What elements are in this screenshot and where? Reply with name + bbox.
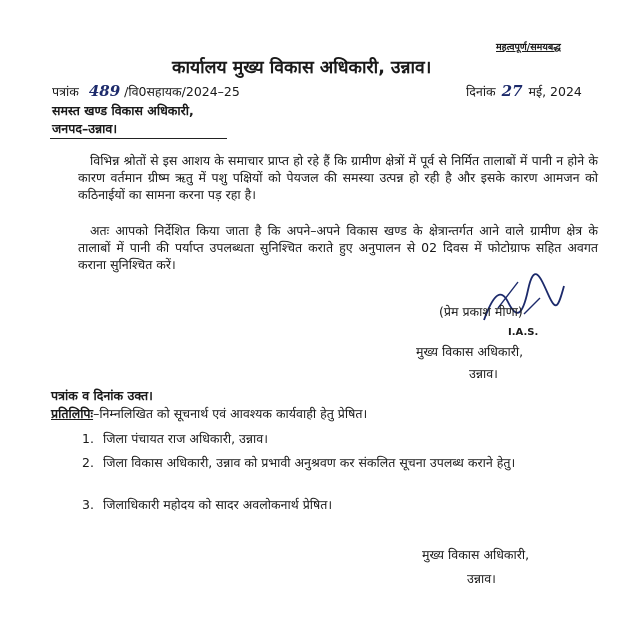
recipient-line1: समस्त खण्ड विकास अधिकारी, [52, 103, 194, 118]
date-rest: मई, 2024 [528, 84, 582, 99]
signatory-designation: मुख्य विकास अधिकारी, [416, 344, 524, 359]
copy-intro-line [51, 405, 367, 422]
date-prefix: दिनांक [466, 84, 496, 99]
list-item-text: जिला विकास अधिकारी, उन्नाव को प्रभावी अनुश्रवण कर संकलित सूचना उपलब्ध कराने हेतु। [103, 455, 516, 470]
list-item [82, 430, 602, 448]
copy-intro: –निम्नलिखित को सूचनार्थ एवं आवश्यक कार्यवाही हेतु प्रेषित। [93, 406, 368, 421]
signatory-service: I.A.S. [508, 327, 539, 338]
list-item [82, 454, 602, 490]
divider-line [50, 138, 227, 139]
letter-ref [52, 82, 240, 100]
body-paragraph-2: अतः आपको निर्देशित किया जाता है कि अपने–अपने विकास खण्ड के क्षेत्रान्तर्गत आने वाले ग्रामीण क्षेत्र के तालाबों में पानी की पर्याप्त उपलब्धता सुनिश्चित कराते हुए अनुपालन से 02 दिवस में फोटोग्राफ सहित अवगत कराना सुनिश्चित करें। [78, 223, 598, 272]
letter-number: 489 [88, 82, 121, 100]
office-title: कार्यालय मुख्य विकास अधिकारी, उन्नाव। [172, 58, 432, 78]
list-item-number: 2. [82, 455, 94, 470]
priority-tag: महत्वपूर्ण/समयबद्ध [496, 42, 561, 53]
signatory-place: उन्नाव। [469, 366, 498, 381]
signatory-name: (प्रेम प्रकाश मीणा) [439, 304, 523, 319]
list-item-text: जिलाधिकारी महोदय को सादर अवलोकनार्थ प्रेषित। [103, 497, 333, 512]
copy-label: प्रतिलिपिः [51, 406, 94, 421]
date-day: 27 [501, 82, 523, 100]
list-item-number: 1. [82, 431, 94, 446]
letter-date [466, 82, 582, 100]
list-item-text: जिला पंचायत राज अधिकारी, उन्नाव। [103, 431, 268, 446]
closing-designation: मुख्य विकास अधिकारी, [422, 547, 530, 562]
copy-reference: पत्रांक व दिनांक उक्त। [51, 388, 153, 403]
recipient-line2: जनपद–उन्नाव। [52, 121, 118, 136]
list-item-number: 3. [82, 497, 94, 512]
body-paragraph-1: विभिन्न श्रोतों से इस आशय के समाचार प्राप्त हो रहे हैं कि ग्रामीण क्षेत्रों में पूर्व से निर्मित तालाबों में पानी न होने के कारण वर्तमान ग्रीष्म ऋतु में पशु पक्षियों को पेयजल की समस्या उत्पन्न हो रही है और इसके कारण आमजन को कठिनाईयों का सामना करना पड़ रहा है। [78, 153, 598, 202]
letter-suffix: /वि0सहायक/2024–25 [124, 84, 240, 99]
letter-prefix: पत्रांक [52, 84, 79, 99]
closing-place: उन्नाव। [467, 571, 496, 586]
list-item [82, 496, 602, 514]
